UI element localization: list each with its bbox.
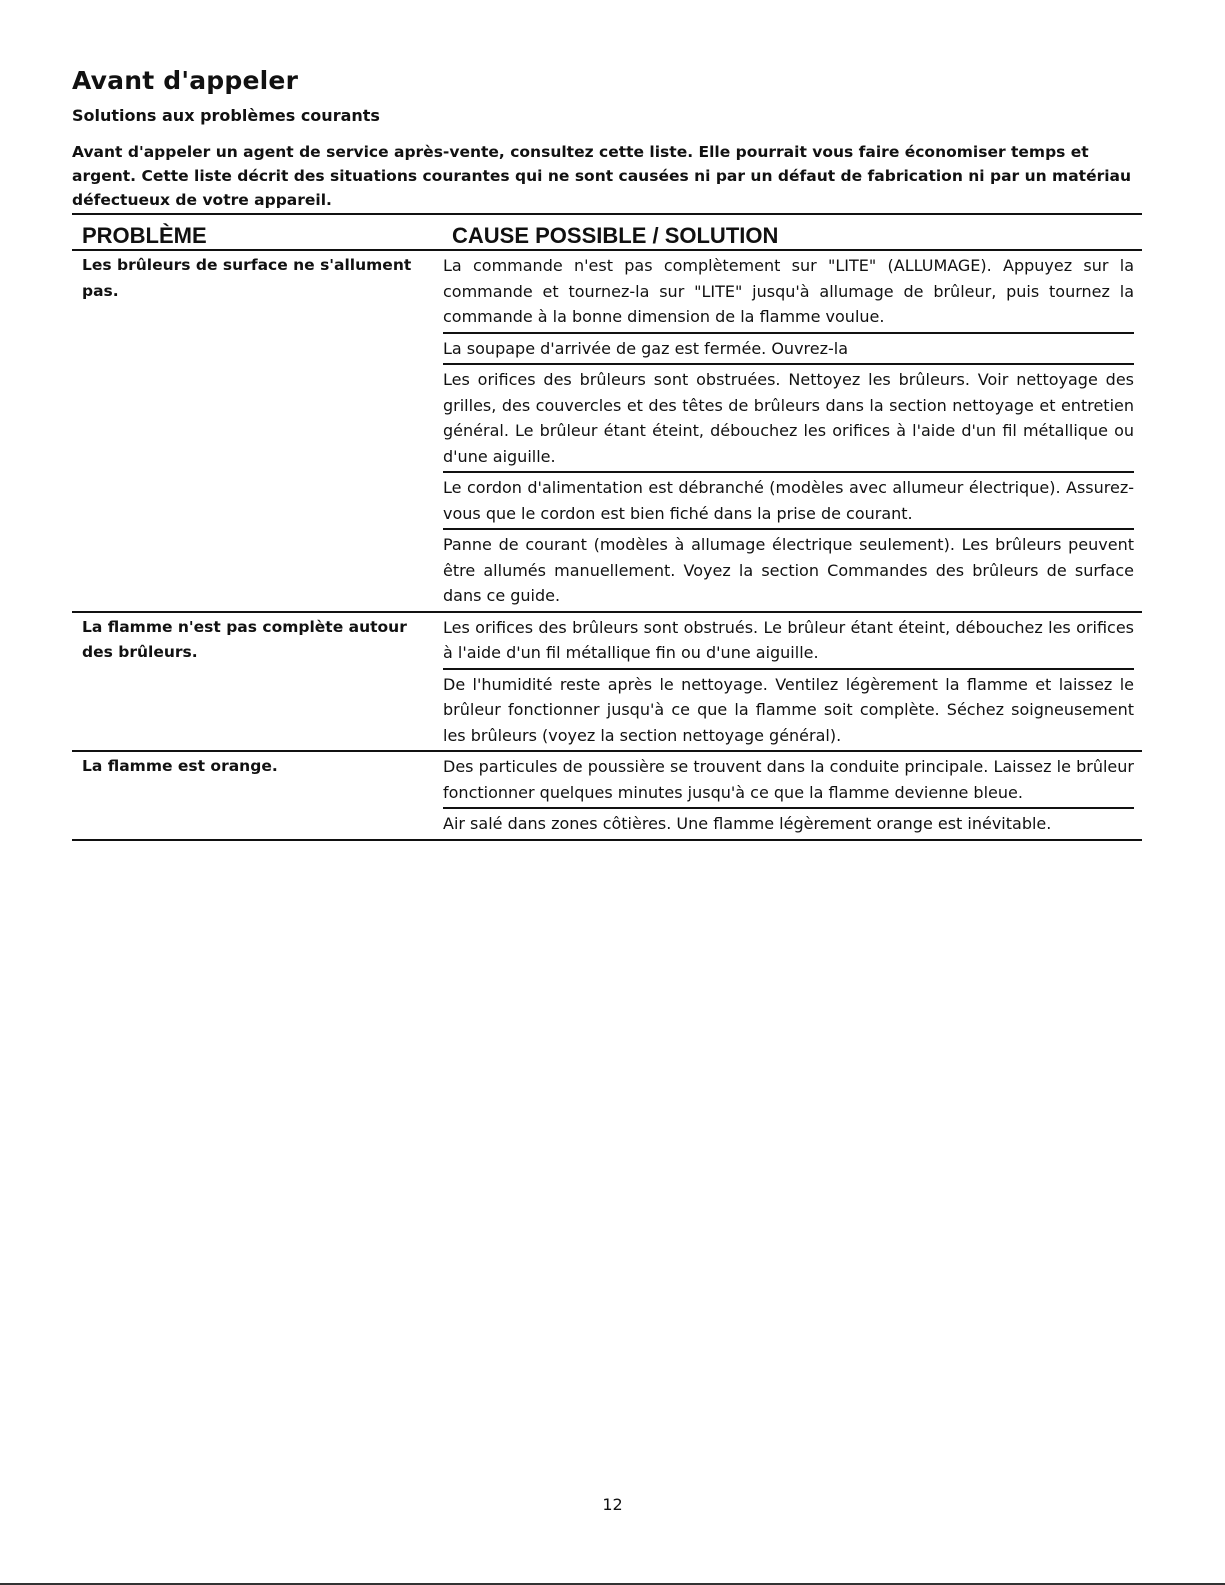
solution-item: Les orifices des brûleurs sont obstruées. Nettoyez les brûleurs. Voir nettoyage des grilles, des couvercles et des têtes de brûleurs dans la section nettoyage et entretien général. Le brûleur étant éteint, débouchez les orifices à l'aide d'un fil métallique ou d'une aiguille.: [443, 365, 1134, 473]
problem-text: La flamme est orange.: [82, 757, 278, 775]
solution-item: Des particules de poussière se trouvent dans la conduite principale. Laissez le brûleur fonctionner quelques minutes jusqu'à ce que la flamme devienne bleue.: [443, 752, 1134, 809]
solution-item: De l'humidité reste après le nettoyage. Ventilez légèrement la flamme et laissez le brûleur fonctionner jusqu'à ce que la flamme soit complète. Séchez soigneusement les brûleurs (voyez la section nettoyage général).: [443, 674, 1134, 745]
problem-group: [72, 613, 1142, 753]
problem-group: [72, 251, 1142, 613]
solution-item: Air salé dans zones côtières. Une flamme légèrement orange est inévitable.: [443, 814, 1052, 833]
problem-text: La flamme n'est pas complète autour des brûleurs.: [82, 617, 407, 661]
column-header-cause: CAUSE POSSIBLE / SOLUTION: [452, 223, 779, 248]
table-header: [72, 215, 1142, 251]
solution-item: La commande n'est pas complètement sur "LITE" (ALLUMAGE). Appuyez sur la commande et tournez-la sur "LITE" jusqu'à allumage de brûleur, puis tournez la commande à la bonne dimension de la flamme voulue.: [443, 251, 1134, 334]
intro-paragraph: Avant d'appeler un agent de service après-vente, consultez cette liste. Elle pourrait vous faire économiser temps et argent. Cette liste décrit des situations courantes qui ne sont causées ni par un défaut de fabrication ni par un matériau défectueux de votre appareil.: [72, 143, 1132, 209]
solutions-list: [443, 613, 1142, 751]
troubleshooting-table: [72, 213, 1142, 841]
solution-item: Le cordon d'alimentation est débranché (modèles avec allumeur électrique). Assurez-vous que le cordon est bien fiché dans la prise de courant.: [443, 473, 1134, 530]
solution-item: Panne de courant (modèles à allumage électrique seulement). Les brûleurs peuvent être allumés manuellement. Voyez la section Commandes des brûleurs de surface dans ce guide.: [443, 535, 1134, 605]
solution-item: La soupape d'arrivée de gaz est fermée. Ouvrez-la: [443, 334, 1134, 366]
solutions-list: [443, 752, 1142, 839]
page-number: 12: [602, 1495, 623, 1514]
problem-group: [72, 752, 1142, 839]
page-subtitle: Solutions aux problèmes courants: [72, 106, 380, 125]
problem-text: Les brûleurs de surface ne s'allument pas.: [82, 256, 412, 300]
solutions-list: [443, 251, 1142, 611]
page-title: Avant d'appeler: [72, 66, 299, 95]
solution-item: Les orifices des brûleurs sont obstrués. Le brûleur étant éteint, débouchez les orifices à l'aide d'un fil métallique fin ou d'une aiguille.: [443, 613, 1134, 670]
column-header-problem: PROBLÈME: [82, 223, 207, 248]
